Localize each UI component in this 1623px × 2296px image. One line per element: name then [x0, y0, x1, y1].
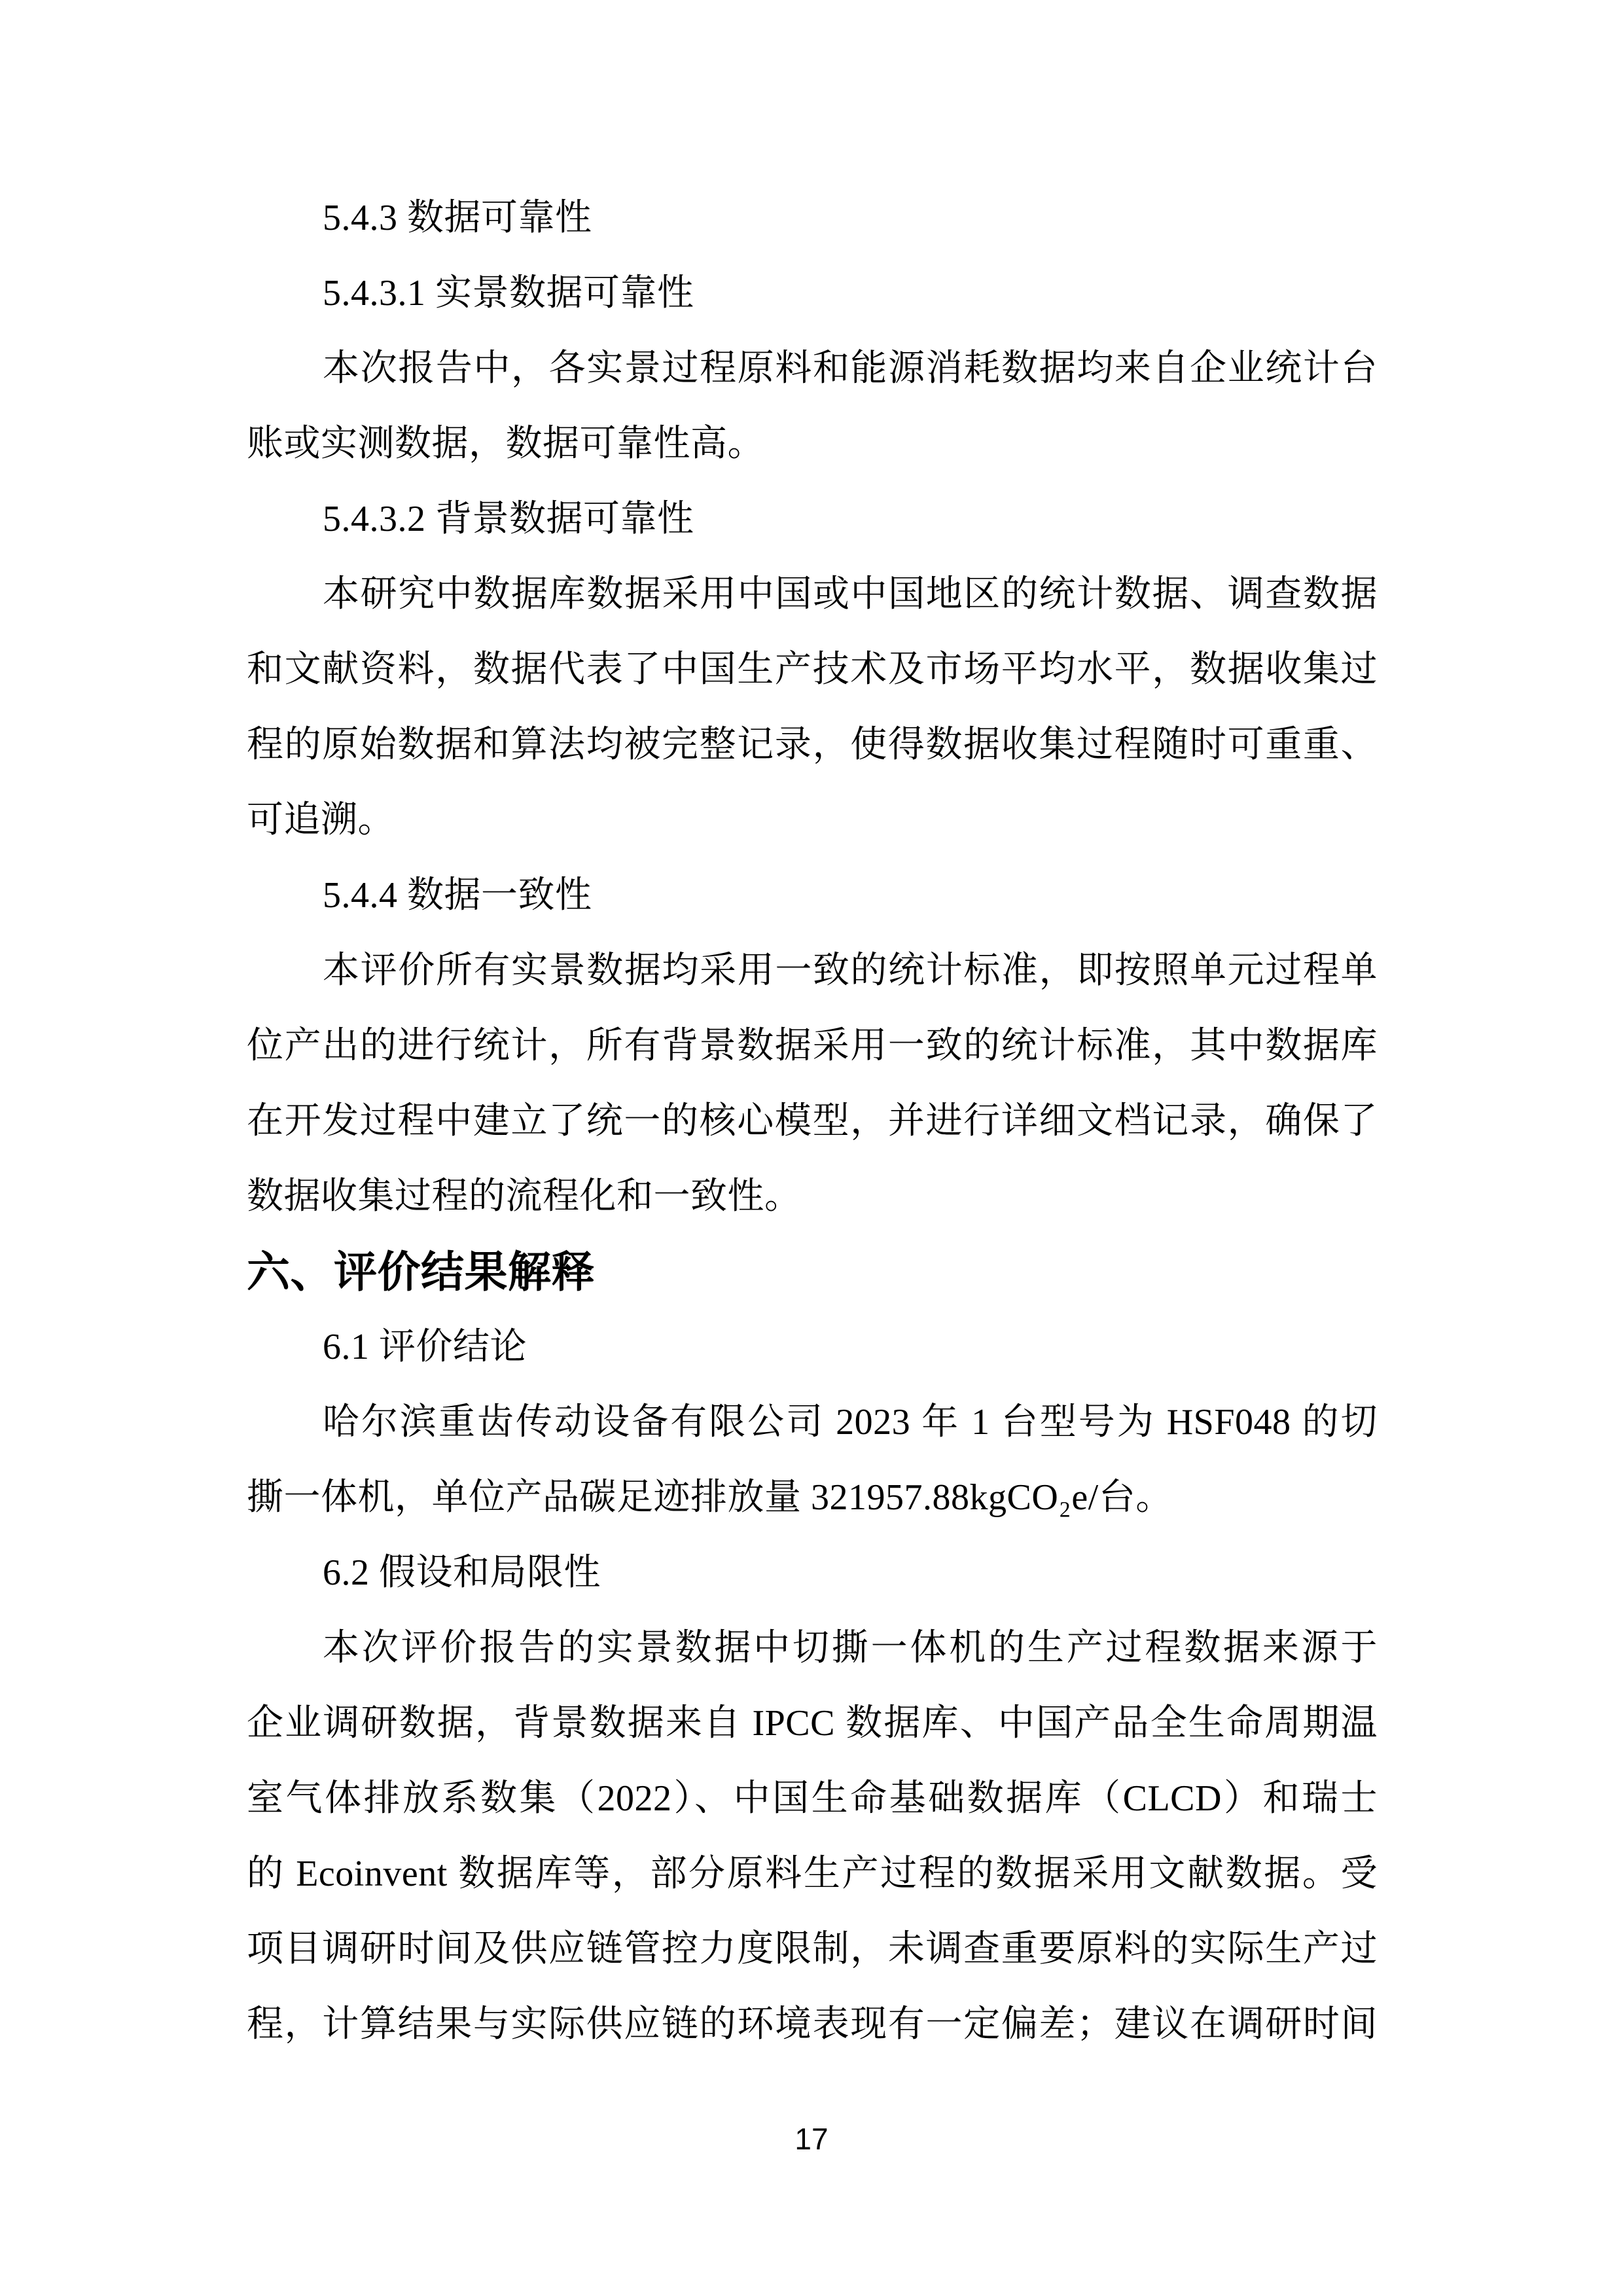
paragraph-line: 撕一体机，单位产品碳足迹排放量 321957.88kgCO₂e/台。: [247, 1477, 1173, 1518]
paragraph-line: 可追溯。: [247, 800, 395, 840]
text-block: [247, 181, 1378, 2062]
heading-6-2: 6.2 假设和局限性: [323, 1552, 601, 1593]
paragraph-line: 数据收集过程的流程化和一致性。: [247, 1176, 802, 1217]
paragraph-line: 哈尔滨重齿传动设备有限公司 2023 年 1 台型号为 HSF048 的切: [323, 1402, 1378, 1443]
paragraph-line: 位产出的进行统计，所有背景数据采用一致的统计标准，其中数据库: [247, 1026, 1378, 1066]
heading-5-4-3-1: 5.4.3.1 实景数据可靠性: [323, 273, 694, 314]
paragraph-line: 室气体排放系数集（2022）、中国生命基础数据库（CLCD）和瑞士: [247, 1778, 1378, 1819]
paragraph-line: 在开发过程中建立了统一的核心模型，并进行详细文档记录，确保了: [247, 1101, 1378, 1141]
heading-5-4-3-2: 5.4.3.2 背景数据可靠性: [323, 499, 694, 539]
heading-6-1: 6.1 评价结论: [323, 1327, 527, 1367]
paragraph-line: 和文献资料，数据代表了中国生产技术及市场平均水平，数据收集过: [247, 649, 1378, 690]
heading-5-4-4: 5.4.4 数据一致性: [323, 875, 592, 916]
paragraph-line: 程，计算结果与实际供应链的环境表现有一定偏差；建议在调研时间: [247, 2004, 1378, 2045]
page-number: 17: [794, 2122, 829, 2156]
paragraph-line: 本次报告中，各实景过程原料和能源消耗数据均来自企业统计台: [323, 348, 1378, 389]
paragraph-line: 本次评价报告的实景数据中切撕一体机的生产过程数据来源于: [323, 1628, 1378, 1668]
paragraph-line: 企业调研数据，背景数据来自 IPCC 数据库、中国产品全生命周期温: [247, 1703, 1378, 1744]
paragraph-line: 项目调研时间及供应链管控力度限制，未调查重要原料的实际生产过: [247, 1929, 1378, 1969]
heading-5-4-3: 5.4.3 数据可靠性: [323, 198, 592, 238]
paragraph-line: 本研究中数据库数据采用中国或中国地区的统计数据、调查数据: [323, 574, 1378, 615]
section-heading-6: 六、评价结果解释: [247, 1247, 595, 1296]
paragraph-line: 本评价所有实景数据均采用一致的统计标准，即按照单元过程单: [323, 950, 1378, 991]
paragraph-line: 程的原始数据和算法均被完整记录，使得数据收集过程随时可重重、: [247, 725, 1378, 765]
paragraph-line: 的 Ecoinvent 数据库等，部分原料生产过程的数据采用文献数据。受: [247, 1854, 1378, 1894]
paragraph-line: 账或实测数据，数据可靠性高。: [247, 423, 764, 464]
